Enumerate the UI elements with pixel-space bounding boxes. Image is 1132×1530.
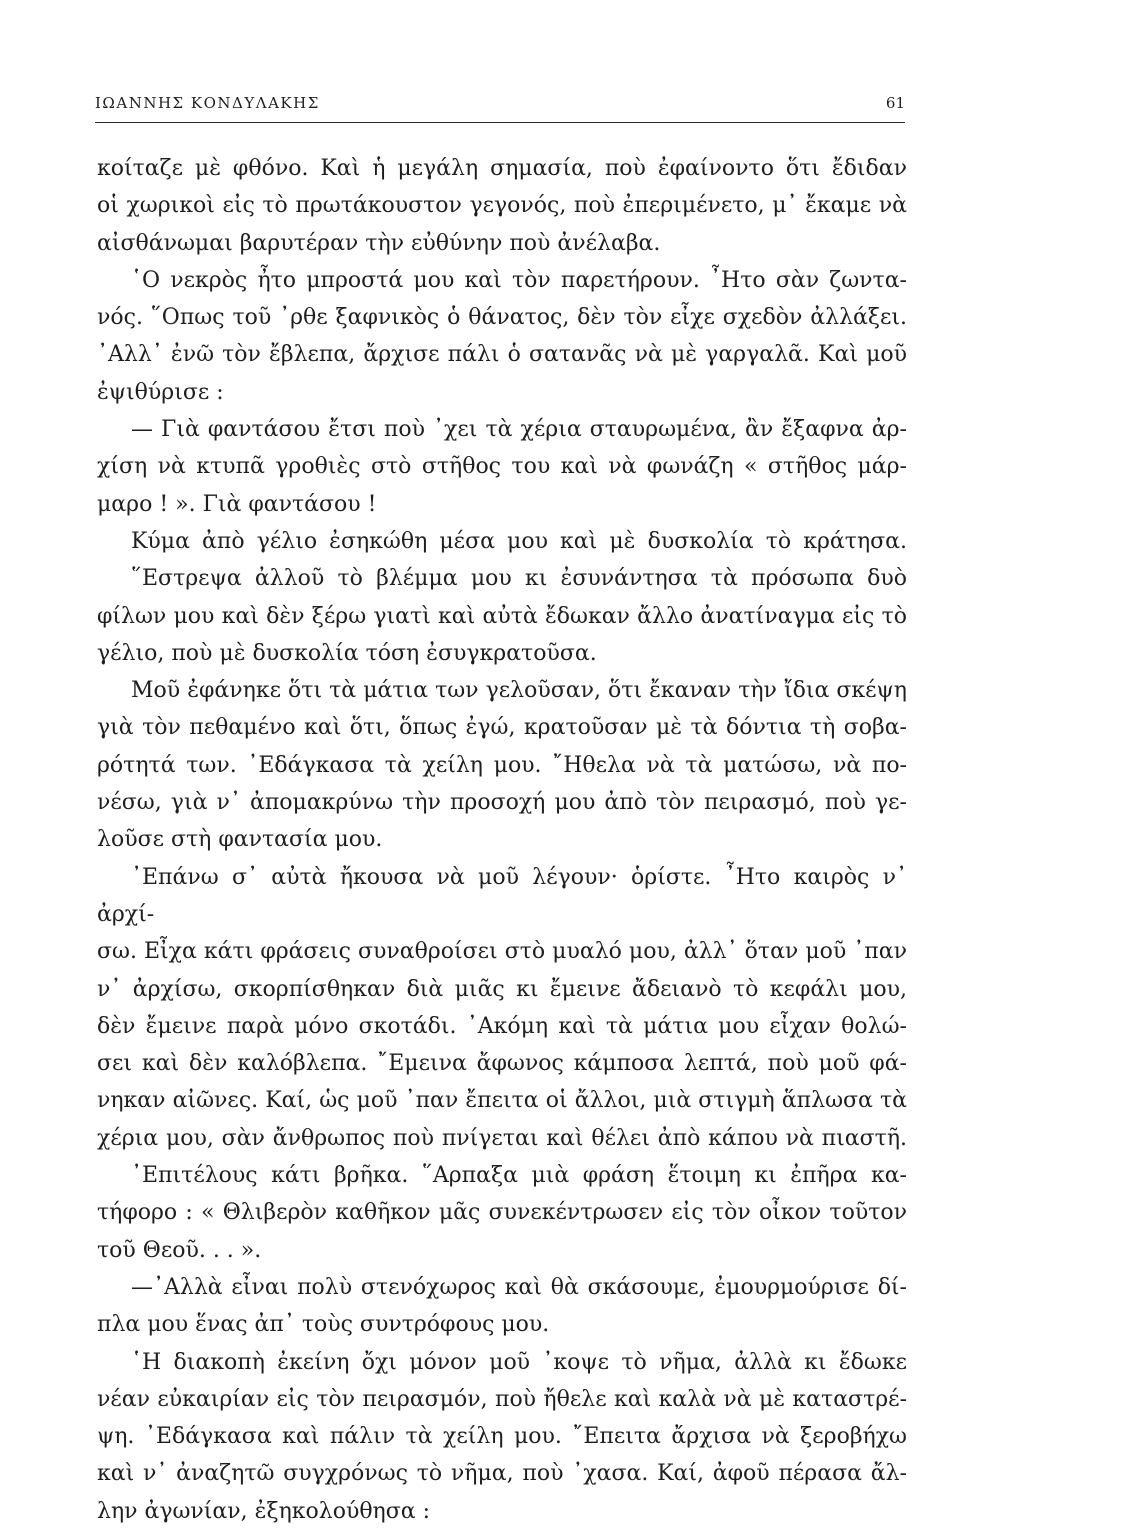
text-line: σω. Εἶχα κάτι φράσεις συναθροίσει στὸ μυαλό μου, ἀλλ᾿ ὅταν μοῦ ᾽παν	[97, 939, 907, 965]
text-line: μαρο ! ». Γιὰ φαντάσου !	[97, 491, 377, 517]
text-line: λην ἀγωνίαν, ἐξηκολούθησα :	[97, 1498, 431, 1524]
text-line: κοίταζε μὲ φθόνο. Καὶ ἡ μεγάλη σημασία, ποὺ ἐφαίνοντο ὅτι ἔδιδαν	[97, 156, 907, 181]
text-line: — Γιὰ φαντάσου ἔτσι ποὺ ᾽χει τὰ χέρια σταυρωμένα, ἂν ἔξαφνα ἀρ-	[131, 417, 907, 443]
text-line: ᾽Επιτέλους κάτι βρῆκα. ῞Αρπαξα μιὰ φράση ἕτοιμη κι ἐπῆρα κα-	[131, 1163, 907, 1189]
text-line: νηκαν αἰῶνες. Καί, ὡς μοῦ ᾽παν ἔπειτα οἱ ἄλλοι, μιὰ στιγμὴ ἅπλωσα τὰ	[97, 1088, 907, 1114]
header-author: ΙΩΑΝΝΗΣ ΚΟΝΔΥΛΑΚΗΣ	[95, 94, 320, 112]
text-line: τοῦ Θεοῦ. . . ».	[97, 1237, 262, 1263]
text-line: πλα μου ἕνας ἀπ᾿ τοὺς συντρόφους μου.	[97, 1312, 550, 1338]
text-line: φίλων μου καὶ δὲν ξέρω γιατὶ καὶ αὐτὰ ἔδωκαν ἄλλο ἀνατίναγμα εἰς τὸ	[97, 603, 907, 629]
text-line: ν᾿ ἀρχίσω, σκορπίσθηκαν διὰ μιᾶς κι ἔμεινε ἄδειανὸ τὸ κεφάλι μου,	[97, 976, 907, 1002]
text-line: νέαν εὐκαιρίαν εἰς τὸν πειρασμόν, ποὺ ἤθελε καὶ καλὰ νὰ μὲ καταστρέ-	[97, 1386, 907, 1412]
text-line: ψη. ᾽Εδάγκασα καὶ πάλιν τὰ χείλη μου. ῎Επειτα ἄρχισα νὰ ξεροβήχω	[97, 1424, 907, 1450]
text-line: οἱ χωρικοὶ εἰς τὸ πρωτάκουστον γεγονός, ποὺ ἐπεριμένετο, μ᾿ ἔκαμε νὰ	[97, 193, 907, 219]
text-line: χίση νὰ κτυπᾶ γροθιὲς στὸ στῆθος του καὶ νὰ φωνάζη « στῆθος μάρ-	[97, 454, 907, 480]
text-line: λοῦσε στὴ φαντασία μου.	[97, 827, 383, 853]
text-line: ῞Εστρεψα ἀλλοῦ τὸ βλέμμα μου κι ἐσυνάντησα τὰ πρόσωπα δυὸ	[131, 566, 907, 592]
text-line: ᾽Επάνω σ᾿ αὐτὰ ἤκουσα νὰ μοῦ λέγουν· ὁρίστε. ῏Ητο καιρὸς ν᾿ ἀρχί-	[97, 864, 907, 927]
text-line: ῾Ο νεκρὸς ἦτο μπροστά μου καὶ τὸν παρετήρουν. ῏Ητο σὰν ζωντα-	[131, 267, 907, 293]
body-text	[97, 150, 907, 1530]
page-number: 61	[885, 94, 905, 112]
running-header	[95, 92, 905, 123]
text-line: ᾽Αλλ᾽ ἐνῶ τὸν ἔβλεπα, ἄρχισε πάλι ὁ σατανᾶς νὰ μὲ γαργαλᾶ. Καὶ μοῦ	[97, 342, 907, 368]
text-line: αἰσθάνωμαι βαρυτέραν τὴν εὐθύνην ποὺ ἀνέλαβα.	[97, 230, 661, 256]
text-line: τήφορο : « Θλιβερὸν καθῆκον μᾶς συνεκέντρωσεν εἰς τὸν οἶκον τοῦτον	[97, 1200, 907, 1226]
text-line: σει καὶ δὲν καλόβλεπα. ῎Εμεινα ἄφωνος κάμποσα λεπτά, ποὺ μοῦ φά-	[97, 1051, 907, 1077]
text-line: νέσω, γιὰ ν᾿ ἀπομακρύνω τὴν προσοχή μου ἀπὸ τὸν πειρασμό, ποὺ γε-	[97, 790, 907, 816]
text-line: γέλιο, ποὺ μὲ δυσκολία τόση ἐσυγκρατοῦσα.	[97, 640, 597, 666]
text-line: γιὰ τὸν πεθαμένο καὶ ὅτι, ὅπως ἐγώ, κρατοῦσαν μὲ τὰ δόντια τὴ σοβα-	[97, 715, 907, 741]
text-line: Κύμα ἀπὸ γέλιο ἐσηκώθη μέσα μου καὶ μὲ δυσκολία τὸ κράτησα.	[131, 528, 907, 554]
text-line: ἐψιθύρισε :	[97, 379, 224, 405]
text-line: ῾Η διακοπὴ ἐκείνη ὄχι μόνον μοῦ ᾽κοψε τὸ νῆμα, ἀλλὰ κι ἔδωκε	[131, 1349, 907, 1375]
text-line: —᾽Αλλὰ εἶναι πολὺ στενόχωρος καὶ θὰ σκάσουμε, ἐμουρμούρισε δί-	[131, 1274, 907, 1300]
text-line: δὲν ἔμεινε παρὰ μόνο σκοτάδι. ᾽Ακόμη καὶ τὰ μάτια μου εἶχαν θολώ-	[97, 1013, 907, 1039]
text-line: Μοῦ ἐφάνηκε ὅτι τὰ μάτια των γελοῦσαν, ὅτι ἔκαναν τὴν ἴδια σκέψη	[131, 678, 907, 704]
text-line: ρότητά των. ᾽Εδάγκασα τὰ χείλη μου. ῎Ηθελα νὰ τὰ ματώσω, νὰ πο-	[97, 752, 907, 778]
text-line: νός. ῞Οπως τοῦ ᾽ρθε ξαφνικὸς ὁ θάνατος, δὲν τὸν εἶχε σχεδὸν ἀλλάξει.	[97, 305, 907, 331]
text-line: καὶ ν᾿ ἀναζητῶ συγχρόνως τὸ νῆμα, ποὺ ᾽χασα. Καί, ἀφοῦ πέρασα ἄλ-	[97, 1461, 907, 1487]
text-line: χέρια μου, σὰν ἄνθρωπος ποὺ πνίγεται καὶ θέλει ἀπὸ κάπου νὰ πιαστῆ.	[97, 1125, 907, 1151]
